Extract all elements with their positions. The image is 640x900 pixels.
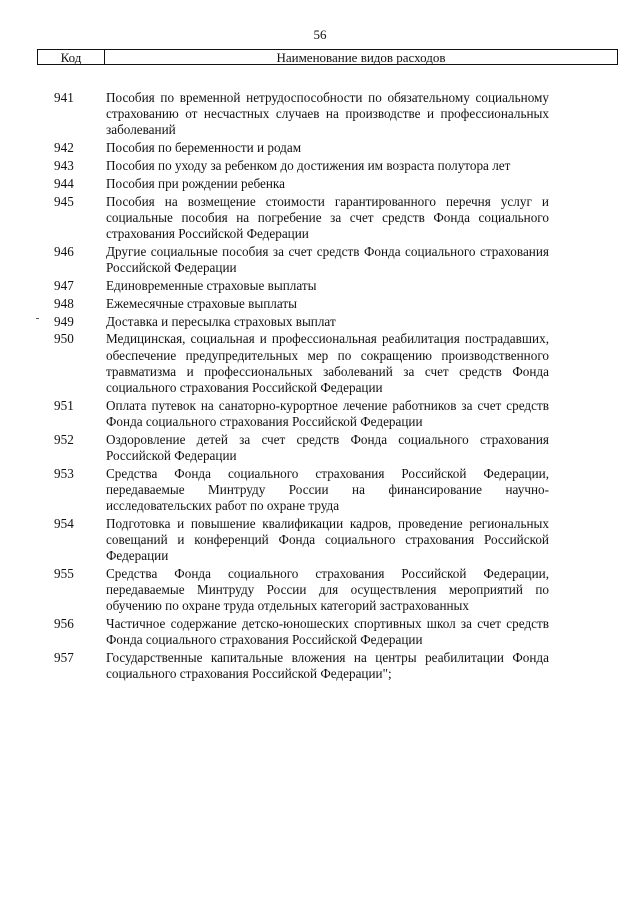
entry-text: Подготовка и повышение квалификации кадров, проведение региональных совещаний и конференций Фонда социального страхования Российской Федерации: [106, 515, 549, 563]
list-item: [54, 650, 549, 682]
entry-code: 947: [54, 277, 74, 293]
entry-text: Единовременные страховые выплаты: [106, 277, 317, 293]
entry-text: Пособия по уходу за ребенком до достижения им возраста полутора лет: [106, 157, 511, 173]
entry-code: 954: [54, 515, 74, 531]
entry-code: 943: [54, 157, 74, 173]
entry-code: 953: [54, 465, 74, 481]
entry-code: 948: [54, 295, 74, 311]
entry-text: Пособия при рождении ребенка: [106, 175, 285, 191]
entry-code: 952: [54, 431, 74, 447]
entry-code: 955: [54, 565, 74, 581]
entry-text: Средства Фонда социального страхования Российской Федерации, передаваемые Минтруду России на финансирование научно-исследовательских работ по охране труда: [106, 465, 549, 513]
list-item: [54, 278, 549, 294]
list-item: [54, 516, 549, 564]
entry-code: 945: [54, 193, 74, 209]
entry-text: Средства Фонда социального страхования Российской Федерации, передаваемые Минтруду России для осуществления мероприятий по обучению по охране труда отдельных категорий застрахованных: [106, 565, 549, 613]
table-header: [37, 49, 618, 65]
column-header-code: Код: [38, 50, 105, 64]
margin-mark: [36, 318, 39, 319]
entry-text: Другие социальные пособия за счет средств Фонда социального страхования Российской Федерации: [106, 243, 549, 275]
list-item: [54, 616, 549, 648]
entry-text: Доставка и пересылка страховых выплат: [106, 313, 336, 329]
entry-text: Государственные капитальные вложения на центры реабилитации Фонда социального страхования Российской Федерации";: [106, 649, 549, 681]
entry-code: 946: [54, 243, 74, 259]
list-item: [54, 566, 549, 614]
list-item: [54, 176, 549, 192]
entry-text: Оздоровление детей за счет средств Фонда социального страхования Российской Федерации: [106, 431, 549, 463]
list-item: [54, 140, 549, 156]
list-item: [54, 398, 549, 430]
page-number: 56: [313, 27, 327, 42]
entry-text: Частичное содержание детско-юношеских спортивных школ за счет средств Фонда социального страхования Российской Федерации: [106, 615, 549, 647]
expense-list: [54, 90, 549, 684]
entry-code: 944: [54, 175, 74, 191]
list-item: [54, 90, 549, 138]
entry-text: Пособия на возмещение стоимости гарантированного перечня услуг и социальные пособия на погребение за счет средств Фонда социального страхования Российской Федерации: [106, 193, 549, 241]
list-item: [54, 158, 549, 174]
entry-code: 950: [54, 331, 74, 347]
list-item: [54, 432, 549, 464]
list-item: [54, 194, 549, 242]
list-item: [54, 314, 549, 330]
entry-code: 941: [54, 90, 74, 105]
column-header-name: Наименование видов расходов: [276, 50, 446, 65]
entry-code: 956: [54, 615, 74, 631]
list-item: [54, 244, 549, 276]
entry-text: Пособия по временной нетрудоспособности по обязательному социальному страхованию от несчастных случаев на производстве и профессиональных заболеваний: [106, 90, 549, 138]
entry-text: Медицинская, социальная и профессиональная реабилитация пострадавших, обеспечение предупредительных мер по сокращению производственного травматизма и профессиональных заболеваний за счет средств Фонда социального страхования Российской Федерации: [106, 331, 549, 395]
entry-text: Ежемесячные страховые выплаты: [106, 295, 297, 311]
entry-code: 942: [54, 140, 74, 156]
entry-code: 949: [54, 313, 74, 329]
list-item: [54, 466, 549, 514]
entry-code: 957: [54, 649, 74, 665]
list-item: [54, 296, 549, 312]
entry-code: 951: [54, 397, 74, 413]
list-item: [54, 331, 549, 395]
entry-text: Оплата путевок на санаторно-курортное лечение работников за счет средств Фонда социального страхования Российской Федерации: [106, 397, 549, 429]
entry-text: Пособия по беременности и родам: [106, 140, 302, 156]
